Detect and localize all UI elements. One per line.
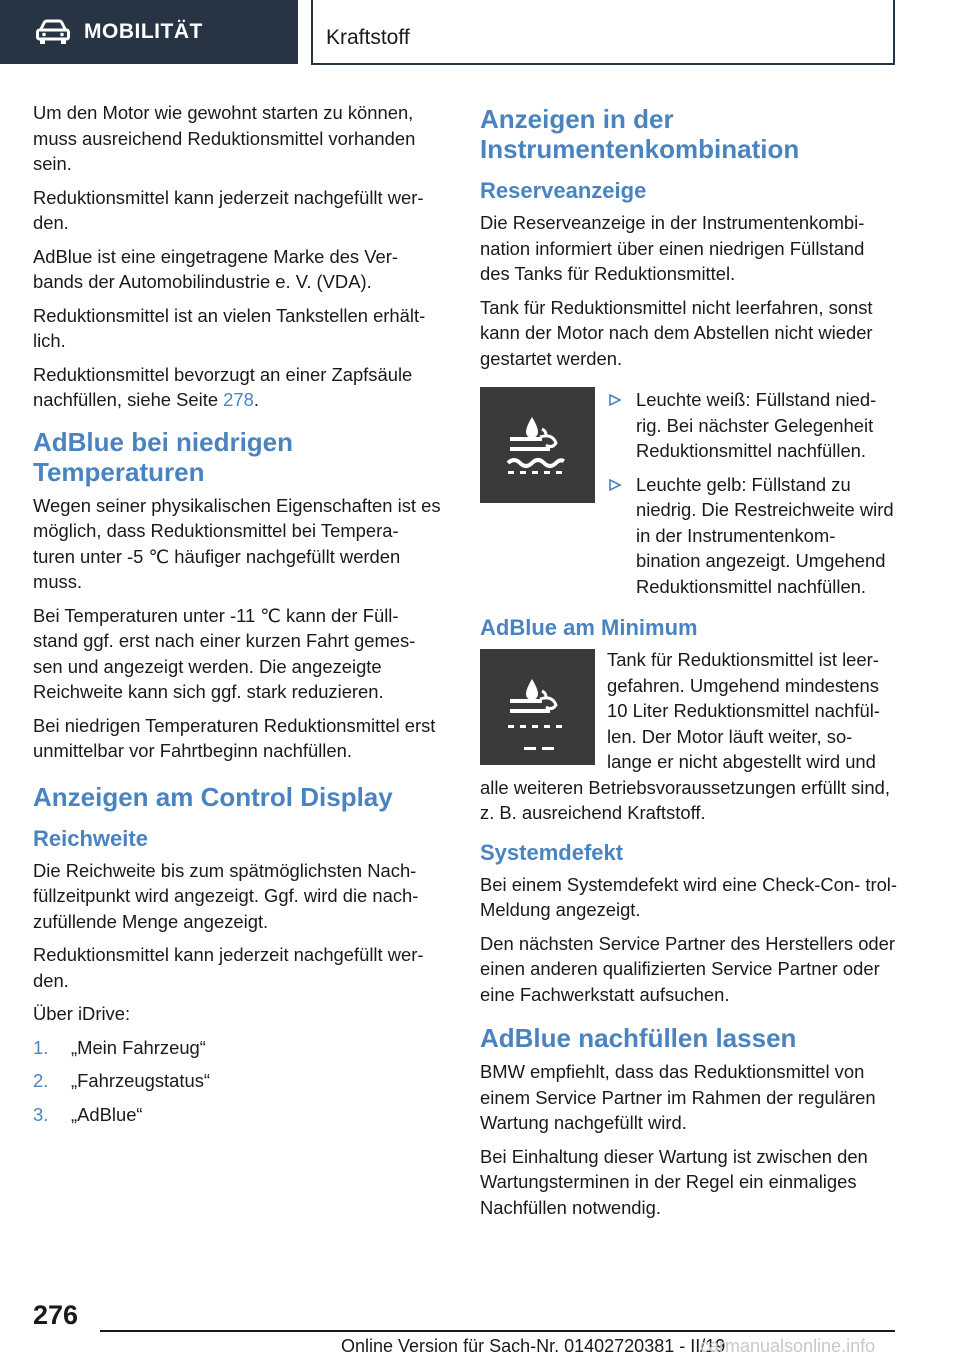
- paragraph-text: Reduktionsmittel bevorzugt an einer Zapfsäule nachfüllen, siehe Seite: [33, 363, 413, 410]
- heading-system-defect: Systemdefekt: [480, 839, 624, 865]
- header-right-border: [893, 0, 895, 64]
- indicator-text: Leuchte weiß: Füllstand nied- rig. Bei nächster Gelegenheit Reduktionsmittel nachfüllen.: [636, 389, 877, 461]
- paragraph: Die Reserveanzeige in der Instrumentenkombi- nation informiert über einen niedrigen Füllstand des Tanks für Reduktionsmittel.: [480, 212, 865, 284]
- section-tab: [0, 0, 298, 64]
- paragraph: Um den Motor wie gewohnt starten zu können, muss ausreichend Reduktionsmittel vorhanden sein.: [33, 102, 416, 174]
- indicator-text: Leuchte gelb: Füllstand zu niedrig. Die Restreichweite wird in der Instrumentenkom- bination angezeigt. Umgehend Reduktionsmittel nachfüllen.: [636, 473, 894, 597]
- paragraph: Bei Temperaturen unter -11 ℃ kann der Füll- stand ggf. erst nach einer kurzen Fahrt gemes- sen und angezeigt werden. Die angezeigte Reichweite kann sich ggf. stark reduzieren.: [33, 604, 416, 702]
- paragraph: Reduktionsmittel kann jederzeit nachgefüllt wer- den.: [33, 186, 424, 233]
- step-text: „Fahrzeugstatus“: [71, 1070, 211, 1091]
- paragraph: [33, 362, 443, 413]
- paragraph-text: .: [253, 389, 259, 410]
- heading-control-display: Anzeigen am Control Display: [33, 781, 393, 812]
- step-number: 1.: [33, 1036, 49, 1058]
- adblue-reserve-indicator-icon: [480, 387, 595, 503]
- idrive-steps: [33, 1035, 443, 1128]
- page-link[interactable]: 278: [223, 389, 254, 410]
- page-number: 276: [33, 1300, 79, 1330]
- paragraph: Die Reichweite bis zum spätmöglichsten Nach- füllzeitpunkt wird angezeigt. Ggf. wird die nach- zufüllende Menge angezeigt.: [33, 859, 419, 932]
- right-column: [480, 100, 898, 1228]
- heading-range: Reichweite: [33, 825, 148, 851]
- paragraph: Bei Einhaltung dieser Wartung ist zwischen den Wartungsterminen in der Regel ein einmaliges Nachfüllen notwendig.: [480, 1145, 868, 1218]
- triangle-bullet-icon: [608, 393, 622, 407]
- paragraph: Tank für Reduktionsmittel ist leer- gefahren. Umgehend mindestens 10 Liter Reduktionsmittel nachfül- len. Der Motor läuft weiter, so- lange er nicht abgestellt wird und alle weiteren Betriebsvoraussetzungen erfüllt sind, z. B. ausreichend Kraftstoff.: [480, 649, 890, 823]
- step-number: 3.: [33, 1103, 49, 1125]
- heading-low-temperatures: AdBlue bei niedrigen Temperaturen: [33, 426, 294, 487]
- step-text: „AdBlue“: [71, 1103, 143, 1125]
- paragraph: AdBlue ist eine eingetragene Marke des Ver- bands der Automobilindustrie e. V. (VDA).: [33, 245, 398, 292]
- minimum-block: [480, 647, 898, 826]
- paragraph: Den nächsten Service Partner des Herstellers oder einen anderen qualifizierten Service Partner oder eine Fachwerkstatt aufsuchen.: [480, 932, 896, 1005]
- paragraph: Bei einem Systemdefekt wird eine Check-Con- trol-Meldung angezeigt.: [480, 873, 898, 920]
- heading-instrument-cluster: Anzeigen in der Instrumentenkombination: [480, 104, 800, 164]
- reserve-indicator-block: [480, 387, 898, 599]
- left-column: [33, 100, 443, 1135]
- list-item: [608, 387, 898, 464]
- watermark: carmanualsonline.info: [700, 1336, 876, 1356]
- step-text: „Mein Fahrzeug“: [71, 1036, 206, 1058]
- header-divider: [311, 0, 313, 64]
- paragraph: Über iDrive:: [33, 1003, 131, 1024]
- adblue-minimum-indicator-icon: [480, 649, 595, 765]
- list-item: [33, 1035, 443, 1061]
- footer-rule: [100, 1330, 895, 1332]
- car-icon: [36, 19, 70, 45]
- heading-refill: AdBlue nachfüllen lassen: [480, 1023, 797, 1053]
- list-item: [33, 1102, 443, 1128]
- heading-reserve: Reserveanzeige: [480, 178, 647, 203]
- section-label: MOBILITÄT: [84, 20, 203, 43]
- online-version-note: Online Version für Sach-Nr. 01402720381 - II/19: [341, 1336, 726, 1356]
- indicator-list: [608, 387, 898, 599]
- paragraph: Reduktionsmittel kann jederzeit nachgefüllt wer- den.: [33, 944, 424, 991]
- chapter-title: Kraftstoff: [326, 26, 410, 49]
- paragraph: BMW empfiehlt, dass das Reduktionsmittel von einem Service Partner im Rahmen der regulären Wartung nachgefüllt wird.: [480, 1061, 876, 1133]
- list-item: [608, 472, 898, 600]
- paragraph: Wegen seiner physikalischen Eigenschaften ist es möglich, dass Reduktionsmittel bei Tempera- turen unter -5 ℃ häufiger nachgefüllt werden muss.: [33, 494, 441, 592]
- paragraph: Tank für Reduktionsmittel nicht leerfahren, sonst kann der Motor nach dem Abstellen nicht wieder gestartet werden.: [480, 296, 873, 369]
- paragraph: Reduktionsmittel ist an vielen Tankstellen erhält- lich.: [33, 304, 426, 351]
- heading-minimum: AdBlue am Minimum: [480, 615, 698, 640]
- step-number: 2.: [33, 1070, 49, 1091]
- list-item: [33, 1068, 443, 1094]
- paragraph: Bei niedrigen Temperaturen Reduktionsmittel erst unmittelbar vor Fahrtbeginn nachfüllen.: [33, 714, 436, 761]
- header-bottom-border: [311, 63, 895, 65]
- triangle-bullet-icon: [608, 478, 622, 492]
